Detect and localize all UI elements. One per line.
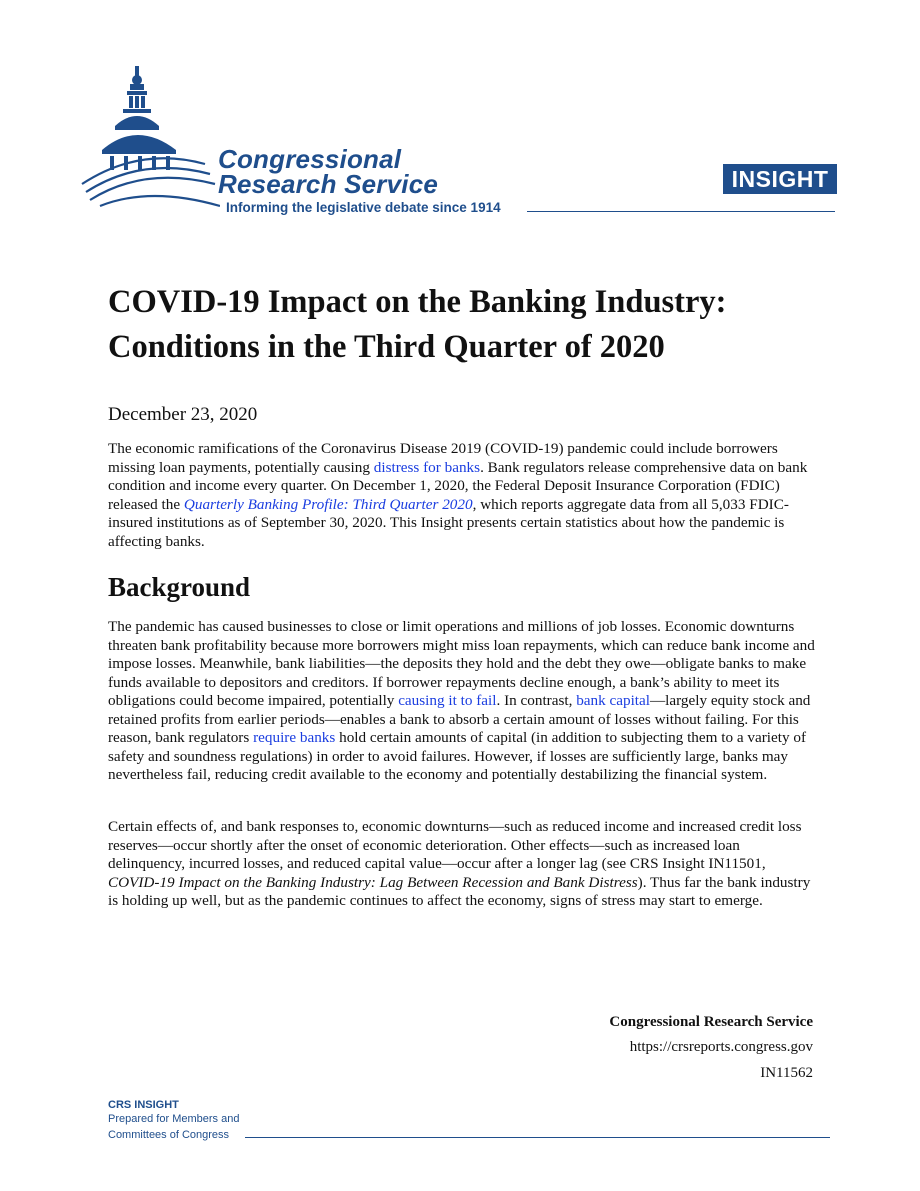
intro-paragraph <box>108 440 816 551</box>
footer-prepared-line1: Prepared for Members and <box>108 1113 240 1125</box>
intro-text-1: The economic ramifications of the Coronavirus Disease 2019 (COVID-19) pandemic could include borrowers missing loan payments, potentially causing <box>108 440 778 476</box>
footer-prepared-line2: Committees of Congress <box>108 1129 230 1141</box>
footer-org-name: Congressional Research Service <box>609 1014 813 1030</box>
footer-crs-insight-label: CRS INSIGHT <box>108 1099 179 1111</box>
intro-text-3: , which reports aggregate data from all 5,033 FDIC-insured institutions as of September 30, 2020. This Insight presents certain statistics about how the pandemic is affecting banks. <box>108 495 789 550</box>
title-line-2: Conditions in the Third Quarter of 2020 <box>108 329 665 365</box>
link-causing-it-to-fail[interactable]: causing it to fail <box>398 692 497 709</box>
background2-text-1: Certain effects of, and bank responses to, economic downturns—such as reduced income and increased credit loss reserves—occur shortly after the onset of economic deterioration. Other effects—such as increased loan delinquency, incurred losses, and reduced capital value—occur after a longer lag (see CRS Insight IN11501, <box>108 818 802 872</box>
capitol-dome-logo-icon <box>80 66 220 216</box>
referenced-report-title: COVID-19 Impact on the Banking Industry: Lag Between Recession and Bank Distress <box>108 873 638 891</box>
background-text-2: . In contrast, <box>496 692 577 709</box>
org-name-line2: Research Service <box>218 169 439 199</box>
footer-rule <box>245 1137 830 1138</box>
background-text-3: —largely equity stock and retained profits from earlier periods—enables a bank to absorb a certain amount of losses without failing. For this reason, bank regulators <box>108 692 811 746</box>
footer-document-id: IN11562 <box>760 1065 813 1081</box>
background2-text-2: ). Thus far the bank industry is holding up well, but as the pandemic continues to affect the economy, signs of stress may start to emerge. <box>108 873 811 909</box>
section-heading-background: Background <box>108 572 251 602</box>
document-title <box>108 280 828 370</box>
link-require-banks[interactable]: require banks <box>253 729 336 746</box>
background-text-4: hold certain amounts of capital (in addition to subjecting them to a variety of safety and soundness regulations) in order to avoid failures. However, if losses are sufficiently large, banks may nevertheless fail, reducing credit available to the economy and potentially destabilizing the financial system. <box>108 729 806 783</box>
header-rule <box>527 211 835 212</box>
org-name-line1: Congressional <box>218 144 402 174</box>
link-distress-for-banks[interactable]: distress for banks <box>373 458 481 476</box>
insight-badge: INSIGHT <box>723 164 837 194</box>
background-text-1: The pandemic has caused businesses to close or limit operations and millions of job losses. Economic downturns threaten bank profitability because more borrowers might miss loan repayments, which can reduce bank income and impose losses. Meanwhile, bank liabilities—the deposits they hold and the debt they owe—obligate banks to make funds available to depositors and creditors. If borrower repayments decline enough, a bank’s ability to meet its obligations could become impaired, potentially <box>108 618 815 709</box>
title-line-1: COVID-19 Impact on the Banking Industry: <box>108 284 727 320</box>
publication-date: December 23, 2020 <box>108 404 258 425</box>
link-bank-capital[interactable]: bank capital <box>576 692 650 709</box>
background-paragraph-2 <box>108 818 816 911</box>
background-paragraph-1 <box>108 618 816 785</box>
link-quarterly-banking-profile[interactable]: Quarterly Banking Profile: Third Quarter 2020 <box>183 495 473 513</box>
footer-url: https://crsreports.congress.gov <box>629 1039 813 1055</box>
intro-text-2: . Bank regulators release comprehensive data on bank condition and income every quarter. On December 1, 2020, the Federal Deposit Insurance Corporation (FDIC) released the <box>108 458 808 513</box>
org-tagline: Informing the legislative debate since 1914 <box>226 200 501 215</box>
